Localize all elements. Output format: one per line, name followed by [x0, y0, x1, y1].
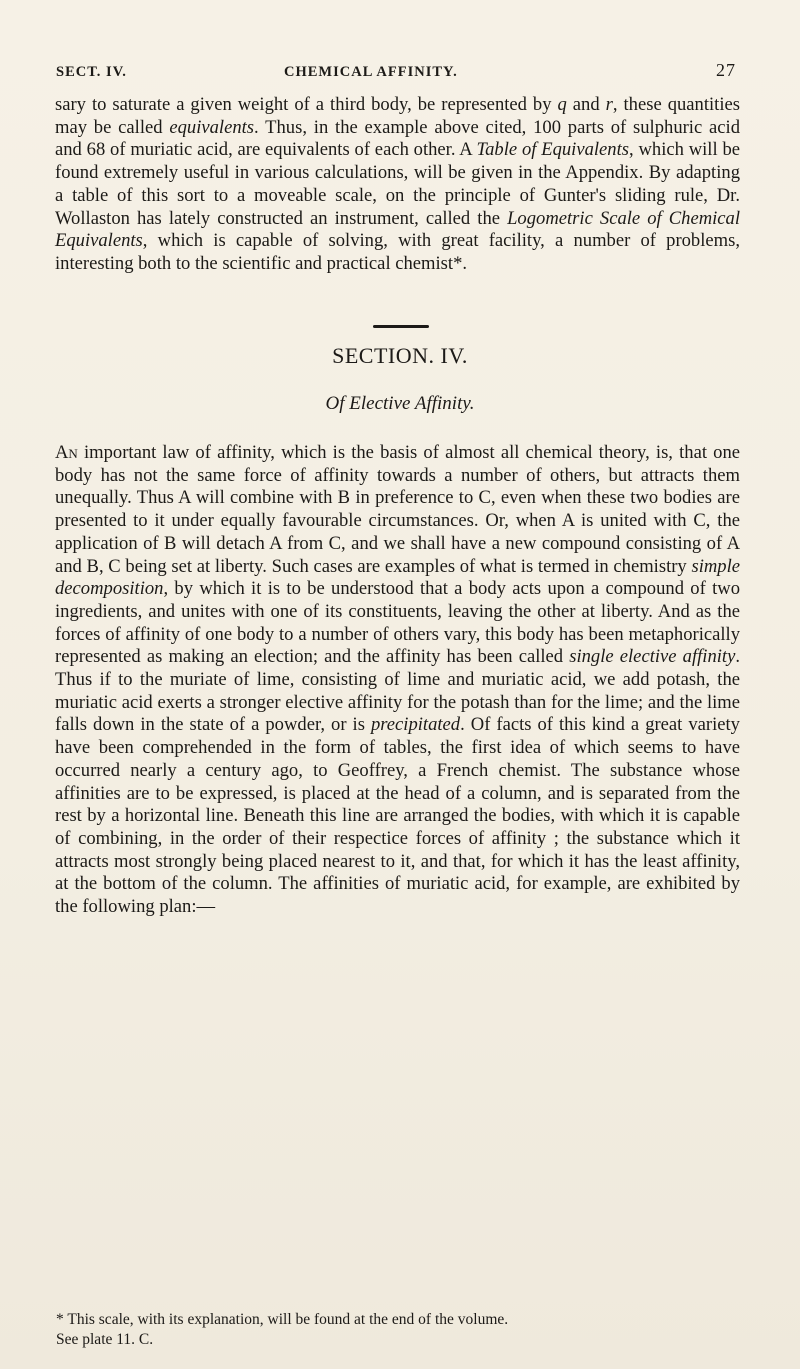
italic-run: q: [557, 94, 567, 115]
text-run: , these quantities may be called: [55, 94, 740, 138]
text-run: , by which it is to be understood that a body acts upon a compound of two ingredients, and unites with one of its constituents, leaving the other at liberty. And as the forces of affinity of one body to a number of others vary, this body has been metaphorically represented as making an election; and the affinity has been called: [55, 578, 740, 668]
text-run: , which will be found extremely useful in various calculations, will be given in the Appendix. By adapting a table of this sort to a moveable scale, on the principle of Gunter's sliding rule, Dr. Wollaston has lately constructed an instrument, called the: [55, 139, 740, 229]
running-head-title: CHEMICAL AFFINITY.: [284, 64, 458, 80]
section-subheading: Of Elective Affinity.: [325, 393, 475, 414]
italic-run: equivalents: [169, 116, 255, 138]
italic-run: Table of Equivalents: [476, 139, 630, 161]
text-run: , which is capable of solving, with great facility, a number of problems, interesting both to the scientific and practical chemist*.: [55, 230, 740, 274]
italic-run: single elective affinity: [569, 646, 736, 668]
text-run: important law of affinity, which is the basis of almost all chemical theory, is, that one body has not the same force of affinity towards a number of others, but attracts them unequally. Thus A will combine with B in preference to C, even when these two bodies are presented to it under equally favourable circumstances. Or, when A is united with C, the application of B will detach A from C, and we shall have a new compound consisting of A and B, C being set at liberty. Such cases are examples of what is termed in chemistry: [55, 442, 740, 577]
footnote-line: * This scale, with its explanation, will be found at the end of the volume.: [56, 1311, 509, 1328]
section-divider: [373, 325, 429, 328]
page-number: 27: [716, 60, 736, 80]
text-run: and: [566, 94, 606, 115]
paragraph-elective-affinity: [55, 442, 740, 919]
text-run: . Thus, in the example above cited, 100 parts of sulphuric acid and 68 of muriatic acid, are equivalents of each other. A: [55, 116, 740, 161]
italic-run: Logometric Scale of Chemical Equivalents: [55, 207, 741, 252]
text-run: . Thus if to the muriate of lime, consisting of lime and muriatic acid, we add potash, the muriatic acid exerts a stronger elective affinity for the potash than for the lime; and the lime falls down in the state of a powder, or is: [55, 646, 740, 736]
footnote-line: See plate 11. C.: [56, 1331, 154, 1348]
running-head-section: SECT. IV.: [56, 64, 127, 80]
italic-run: precipitated: [370, 714, 461, 736]
running-head: [56, 60, 744, 84]
paragraph-equivalents: [55, 94, 740, 276]
text-run: . Of facts of this kind a great variety have been comprehended in the form of tables, the first idea of which seems to have occurred nearly a century ago, to Geoffrey, a French chemist. The substance whose affinities are to be expressed, is placed at the head of a column, and is separated from the rest by a horizontal line. Beneath this line are arranged the bodies, with which it is capable of combining, in the order of their respectice forces of affinity ; the substance which it attracts most strongly being placed nearest to it, and that, for which it has the least affinity, at the bottom of the column. The affinities of muriatic acid, for example, are exhibited by the following plan:—: [55, 714, 740, 918]
italic-run: simple decomposition: [55, 555, 740, 600]
opening-word: An: [55, 442, 78, 463]
italic-run: r: [605, 94, 613, 115]
text-run: sary to saturate a given weight of a third body, be represented by: [55, 94, 558, 115]
section-heading: SECTION. IV.: [332, 343, 468, 368]
